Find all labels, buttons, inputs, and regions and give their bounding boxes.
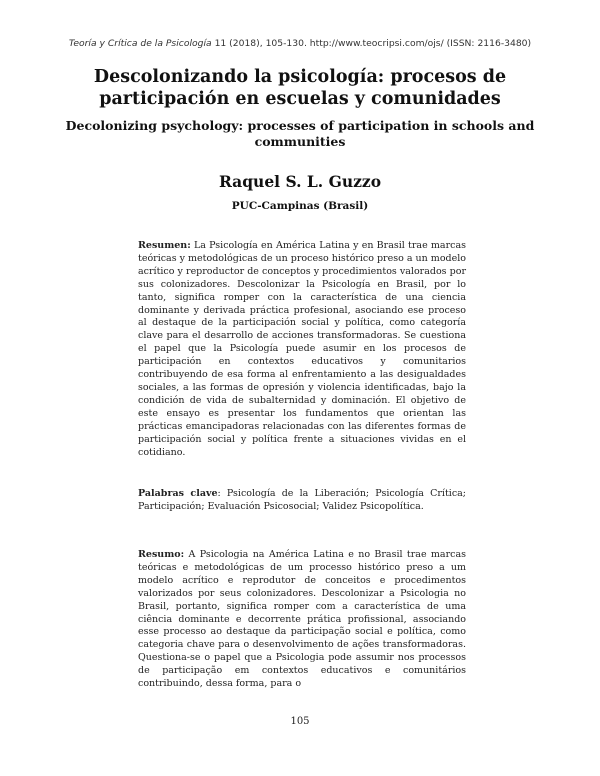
running-header — [0, 38, 600, 49]
keywords-spanish-text: : Psicología de la Liberación; Psicología Crítica; Participación; Evaluación Psicosocial; Validez Psicopolítica. — [138, 488, 467, 512]
author-name: Raquel S. L. Guzzo — [218, 172, 382, 191]
author-affiliation: PUC-Campinas (Brasil) — [231, 200, 369, 212]
abstract-spanish-label: Resumen: — [138, 240, 191, 251]
abstract-portuguese — [138, 549, 466, 691]
abstract-portuguese-label: Resumo: — [138, 549, 185, 560]
page-number: 105 — [290, 716, 310, 727]
title-english: Decolonizing psychology: processes of participation in schools and communities — [65, 118, 535, 149]
journal-citation: 11 (2018), 105-130. http://www.teocripsi.com/ojs/ (ISSN: 2116-3480) — [214, 38, 532, 49]
keywords-spanish — [138, 488, 466, 514]
abstract-spanish-text: La Psicología en América Latina y en Brasil trae marcas teóricas y metodológicas de un proceso histórico preso a un modelo acrítico y reproductor de conceptos y procedimientos valorados por sus colonizadores. Descolonizar la Psicología en Brasil, por lo tanto, significa romper con la característica de una ciencia dominante y derivada práctica profesional, asociando ese proceso al destaque de la participación social y política, como categoría clave para el desarrollo de acciones transformadoras. Se cuestiona el papel que la Psicología puede asumir en los procesos de participación en contextos educativos y comunitarios contribuyendo de esa forma al enfrentamiento a las desigualdades sociales, a las formas de opresión y violencia identificadas, bajo la condición de vida de subalternidad y dominación. El objetivo de este ensayo es presentar los fundamentos que orientan las prácticas emancipadoras relacionadas con las diferentes formas de participación social y política frente a situaciones vividas en el cotidiano. — [138, 240, 466, 458]
abstract-portuguese-text: A Psicologia na América Latina e no Brasil trae marcas teóricas e metodológicas de um processo histórico preso a um modelo acrítico e reprodutor de conceitos e procedimentos valorizados por seus colonizadores. Descolonizar a Psicologia no Brasil, portanto, significa romper com a característica de uma ciência dominante e decorrente prática profissional, associando esse processo ao destaque da participação social e política, como categoria chave para o desenvolvimento de ações transformadoras. Questiona-se o papel que a Psicologia pode assumir nos processos de participação em contextos educativos e comunitários contribuindo, dessa forma, para o — [138, 549, 466, 690]
keywords-spanish-label: Palabras clave — [138, 488, 218, 499]
title-spanish: Descolonizando la psicología: procesos de participación en escuelas y comunidades — [93, 67, 507, 109]
journal-name: Teoría y Crítica de la Psicología — [68, 38, 212, 49]
abstract-spanish — [138, 240, 466, 459]
